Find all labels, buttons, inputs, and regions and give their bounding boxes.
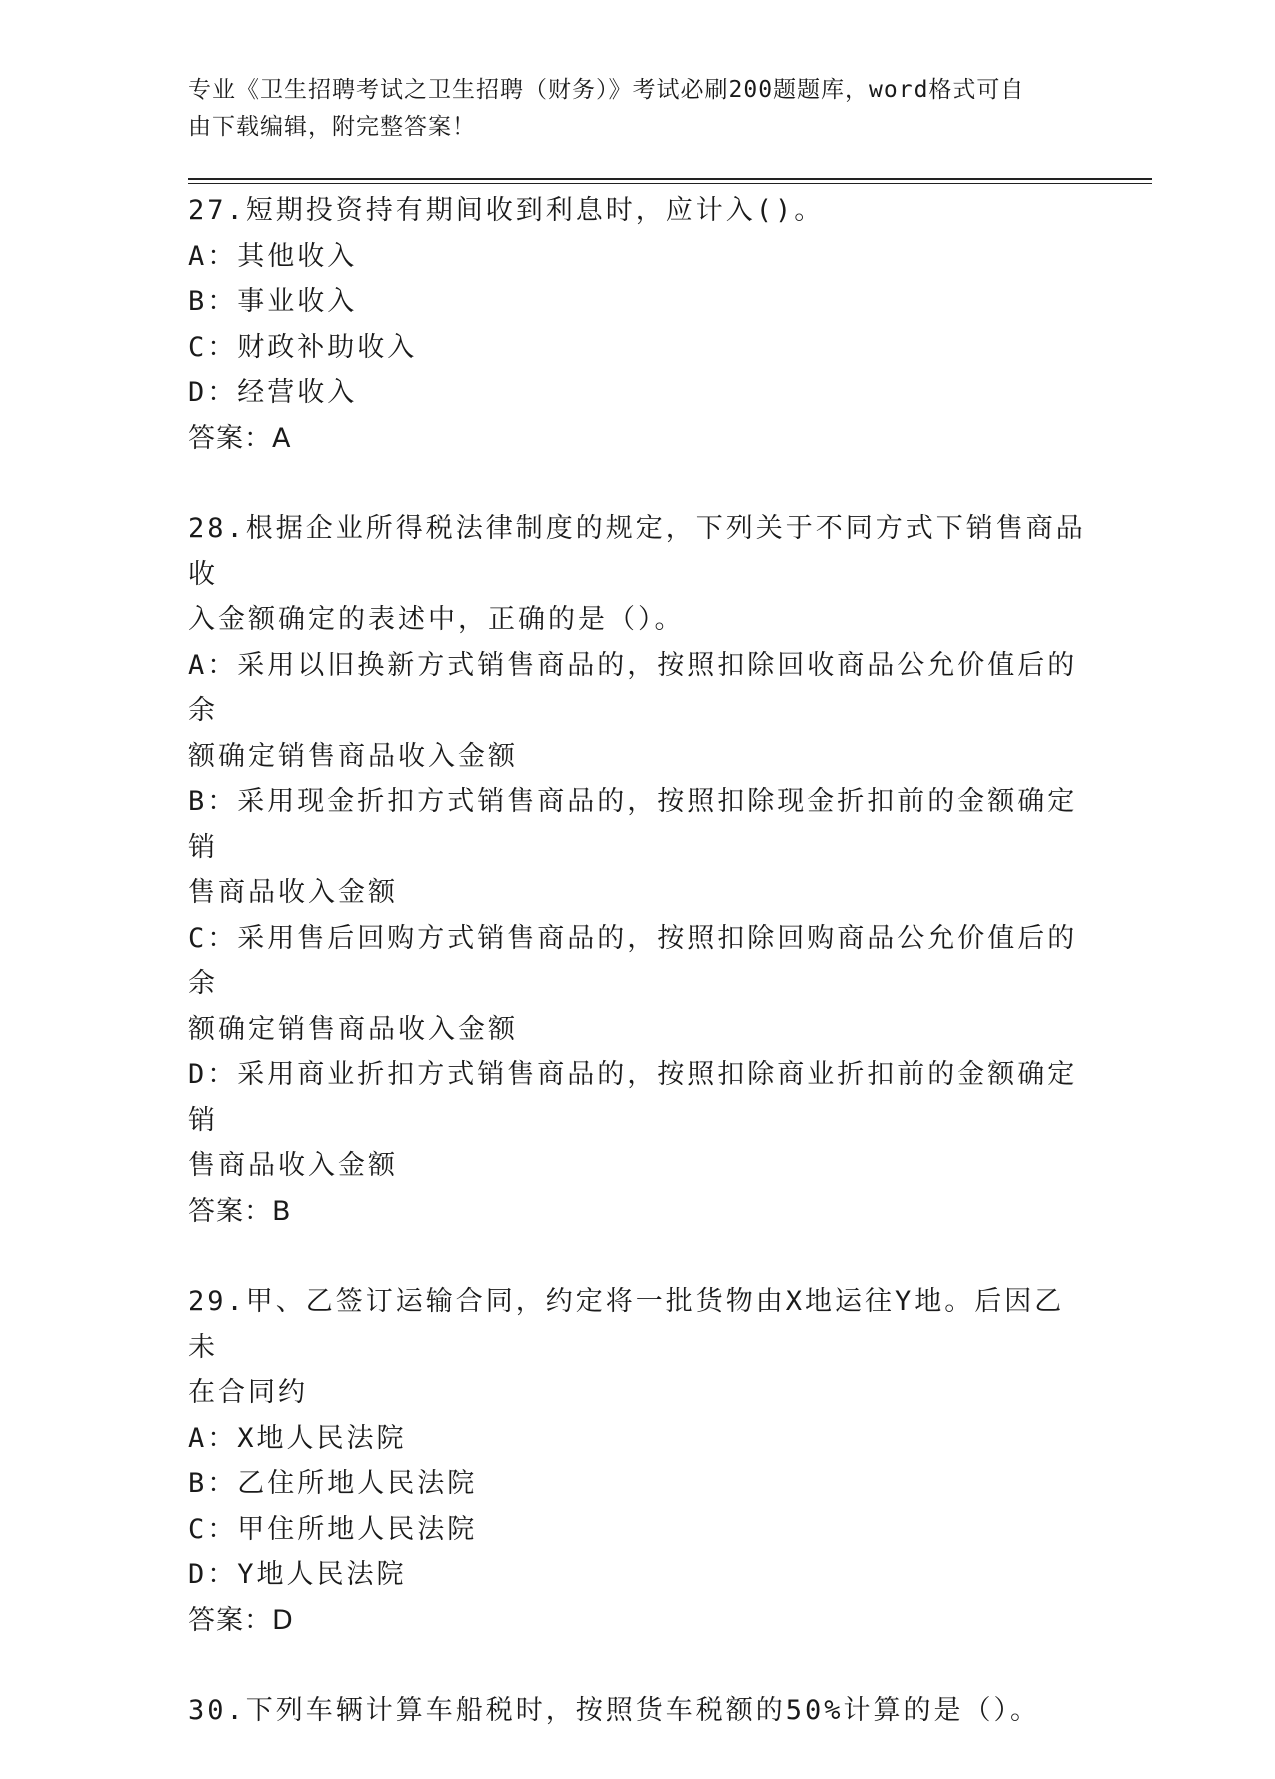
question-stem: 29.甲、乙签订运输合同，约定将一批货物由X地运往Y地。后因乙未 xyxy=(188,1286,1065,1363)
answer-line: 答案：D xyxy=(188,1604,294,1636)
question-stem: 30.下列车辆计算车船税时，按照货车税额的50%计算的是（）。 xyxy=(188,1695,1041,1726)
option-c: C：财政补助收入 xyxy=(188,331,418,363)
question-stem: 27.短期投资持有期间收到利息时，应计入()。 xyxy=(188,195,825,226)
document-header xyxy=(188,72,1088,146)
question-28 xyxy=(188,506,1088,1234)
option-a: A：X地人民法院 xyxy=(188,1422,407,1454)
option-d: D：Y地人民法院 xyxy=(188,1559,407,1590)
question-29 xyxy=(188,1279,1088,1643)
answer-line: 答案：A xyxy=(188,422,292,454)
header-line-2: 由下载编辑，附完整答案！ xyxy=(188,114,476,140)
option-b: B：采用现金折扣方式销售商品的，按照扣除现金折扣前的金额确定销 xyxy=(188,786,1078,863)
option-a-cont: 额确定销售商品收入金额 xyxy=(188,740,518,772)
answer-line: 答案：B xyxy=(188,1195,292,1227)
option-b-cont: 售商品收入金额 xyxy=(188,877,398,908)
header-line-1: 专业《卫生招聘考试之卫生招聘（财务）》考试必刷200题题库，word格式可自 xyxy=(188,77,1025,103)
option-a: A：其他收入 xyxy=(188,240,358,272)
header-divider-thin xyxy=(188,183,1152,184)
option-c: C：甲住所地人民法院 xyxy=(188,1513,478,1545)
option-d: D：经营收入 xyxy=(188,377,358,408)
header-divider-thick xyxy=(188,178,1152,180)
option-c-cont: 额确定销售商品收入金额 xyxy=(188,1013,518,1045)
question-stem-cont: 入金额确定的表述中，正确的是（）。 xyxy=(188,604,685,635)
question-stem: 28.根据企业所得税法律制度的规定，下列关于不同方式下销售商品收 xyxy=(188,513,1086,590)
option-d-cont: 售商品收入金额 xyxy=(188,1150,398,1181)
question-27 xyxy=(188,188,1088,461)
option-c: C：采用售后回购方式销售商品的，按照扣除回购商品公允价值后的余 xyxy=(188,922,1078,999)
option-b: B：事业收入 xyxy=(188,286,358,317)
question-stem-cont: 在合同约 xyxy=(188,1377,308,1408)
question-list xyxy=(188,188,1088,1779)
option-d: D：采用商业折扣方式销售商品的，按照扣除商业折扣前的金额确定销 xyxy=(188,1059,1078,1136)
question-30 xyxy=(188,1688,1088,1734)
option-b: B：乙住所地人民法院 xyxy=(188,1468,478,1499)
option-a: A：采用以旧换新方式销售商品的，按照扣除回收商品公允价值后的余 xyxy=(188,649,1078,726)
